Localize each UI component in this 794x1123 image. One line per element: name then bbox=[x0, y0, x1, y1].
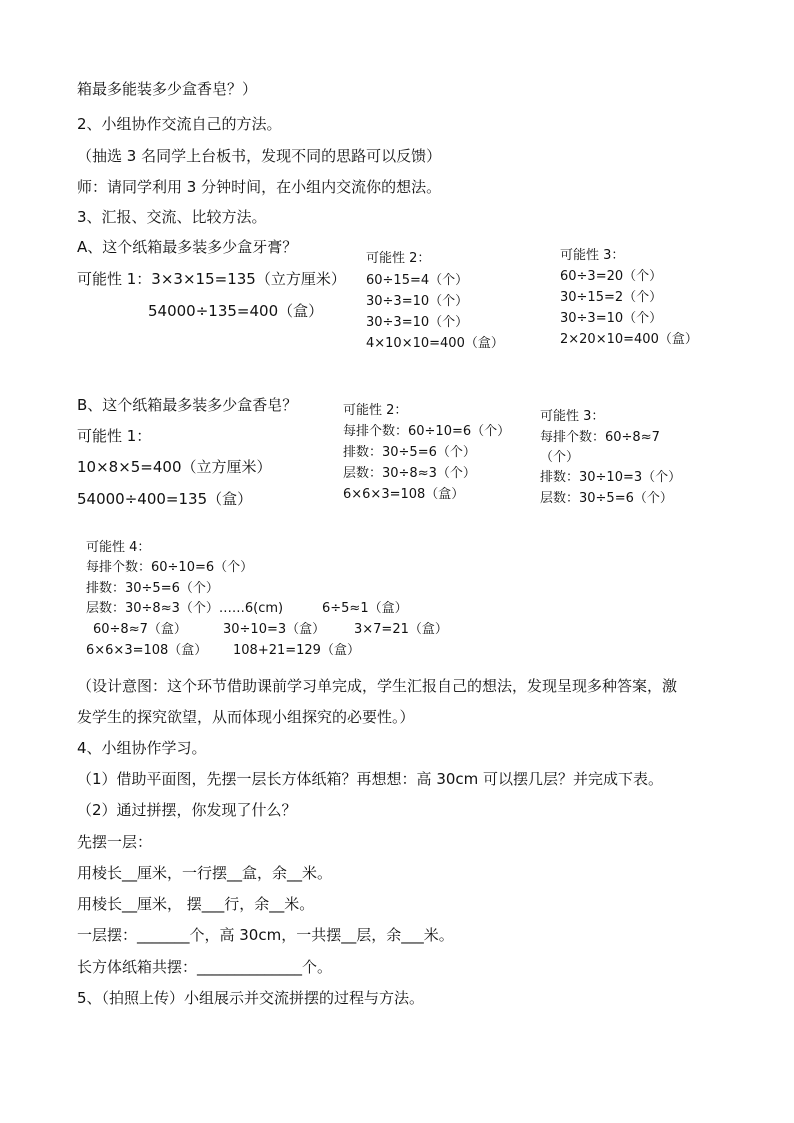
step-4-item: （2）通过拼摆，你发现了什么？ bbox=[77, 801, 297, 819]
b-possibility-4-line: 108+21=129（盒） bbox=[233, 643, 360, 658]
section-a-heading: A、这个纸箱最多装多少盒牙膏？ bbox=[77, 238, 298, 256]
a-possibility-3-line: 60÷3=20（个） bbox=[560, 269, 663, 284]
design-intent-line: （设计意图：这个环节借助课前学习单完成，学生汇报自己的想法，发现呈现多种答案，激 bbox=[77, 677, 678, 695]
step-4-item: （1）借助平面图，先摆一层长方体纸箱？再想想：高 30cm 可以摆几层？并完成下表。 bbox=[77, 770, 664, 788]
b-possibility-1-line: 54000÷400=135（盒） bbox=[77, 490, 253, 508]
fill-line: 长方体纸箱共摆：______________个。 bbox=[77, 958, 333, 976]
b-possibility-4-line: 层数：30÷8≈3（个）……6(cm) bbox=[86, 601, 284, 616]
a-possibility-1-line: 54000÷135=400（盒） bbox=[148, 302, 324, 320]
fill-line: 一层摆：_______个，高 30cm，一共摆__层，余___米。 bbox=[77, 926, 454, 944]
b-possibility-4-line: 60÷8≈7（盒） bbox=[93, 622, 187, 637]
text-line: 箱最多能装多少盒香皂？） bbox=[77, 80, 258, 98]
b-possibility-2-title: 可能性 2： bbox=[343, 403, 408, 418]
b-possibility-2-line: 每排个数：60÷10=6（个） bbox=[343, 424, 511, 439]
a-possibility-3-line: 30÷3=10（个） bbox=[560, 311, 663, 326]
b-possibility-3-line: 层数：30÷5=6（个） bbox=[540, 491, 673, 506]
b-possibility-4-line: 排数：30÷5=6（个） bbox=[86, 581, 219, 596]
b-possibility-3-line: （个） bbox=[540, 450, 580, 465]
fill-line: 用棱长__厘米， 摆___行，余__米。 bbox=[77, 895, 315, 913]
b-possibility-4-line: 6×6×3=108（盒） bbox=[86, 643, 208, 658]
b-possibility-1-line: 10×8×5=400（立方厘米） bbox=[77, 458, 272, 476]
fill-line: 先摆一层： bbox=[77, 833, 153, 851]
fill-line: 用棱长__厘米，一行摆__盒，余__米。 bbox=[77, 864, 333, 882]
step-4-heading: 4、小组协作学习。 bbox=[77, 739, 207, 757]
b-possibility-4-line: 6÷5≈1（盒） bbox=[322, 601, 408, 616]
b-possibility-1-title: 可能性 1： bbox=[77, 427, 152, 445]
step-3-heading: 3、汇报、交流、比较方法。 bbox=[77, 208, 267, 226]
section-b-heading: B、这个纸箱最多装多少盒香皂？ bbox=[77, 396, 298, 414]
a-possibility-2-line: 30÷3=10（个） bbox=[366, 315, 469, 330]
a-possibility-2-line: 60÷15=4（个） bbox=[366, 273, 469, 288]
a-possibility-3-line: 2×20×10=400（盒） bbox=[560, 332, 698, 347]
text-line: 师：请同学利用 3 分钟时间，在小组内交流你的想法。 bbox=[77, 178, 442, 196]
a-possibility-2-line: 30÷3=10（个） bbox=[366, 294, 469, 309]
a-possibility-3-line: 30÷15=2（个） bbox=[560, 290, 663, 305]
step-2-heading: 2、小组协作交流自己的方法。 bbox=[77, 115, 282, 133]
b-possibility-3-line: 排数：30÷10=3（个） bbox=[540, 470, 682, 485]
a-possibility-2-title: 可能性 2： bbox=[366, 251, 431, 266]
b-possibility-4-line: 3×7=21（盒） bbox=[354, 622, 448, 637]
a-possibility-1-line: 可能性 1：3×3×15=135（立方厘米） bbox=[77, 270, 346, 288]
text-line: （抽选 3 名同学上台板书，发现不同的思路可以反馈） bbox=[77, 147, 442, 165]
b-possibility-2-line: 层数：30÷8≈3（个） bbox=[343, 466, 476, 481]
b-possibility-4-title: 可能性 4： bbox=[86, 540, 151, 555]
b-possibility-3-title: 可能性 3： bbox=[540, 409, 605, 424]
step-5-heading: 5、（拍照上传）小组展示并交流拼摆的过程与方法。 bbox=[77, 989, 425, 1007]
b-possibility-2-line: 6×6×3=108（盒） bbox=[343, 487, 465, 502]
b-possibility-3-line: 每排个数：60÷8≈7 bbox=[540, 430, 660, 445]
design-intent-line: 发学生的探究欲望，从而体现小组探究的必要性。） bbox=[77, 708, 415, 726]
b-possibility-4-line: 每排个数：60÷10=6（个） bbox=[86, 560, 254, 575]
b-possibility-2-line: 排数：30÷5=6（个） bbox=[343, 445, 476, 460]
a-possibility-2-line: 4×10×10=400（盒） bbox=[366, 336, 504, 351]
b-possibility-4-line: 30÷10=3（盒） bbox=[223, 622, 326, 637]
a-possibility-3-title: 可能性 3： bbox=[560, 248, 625, 263]
